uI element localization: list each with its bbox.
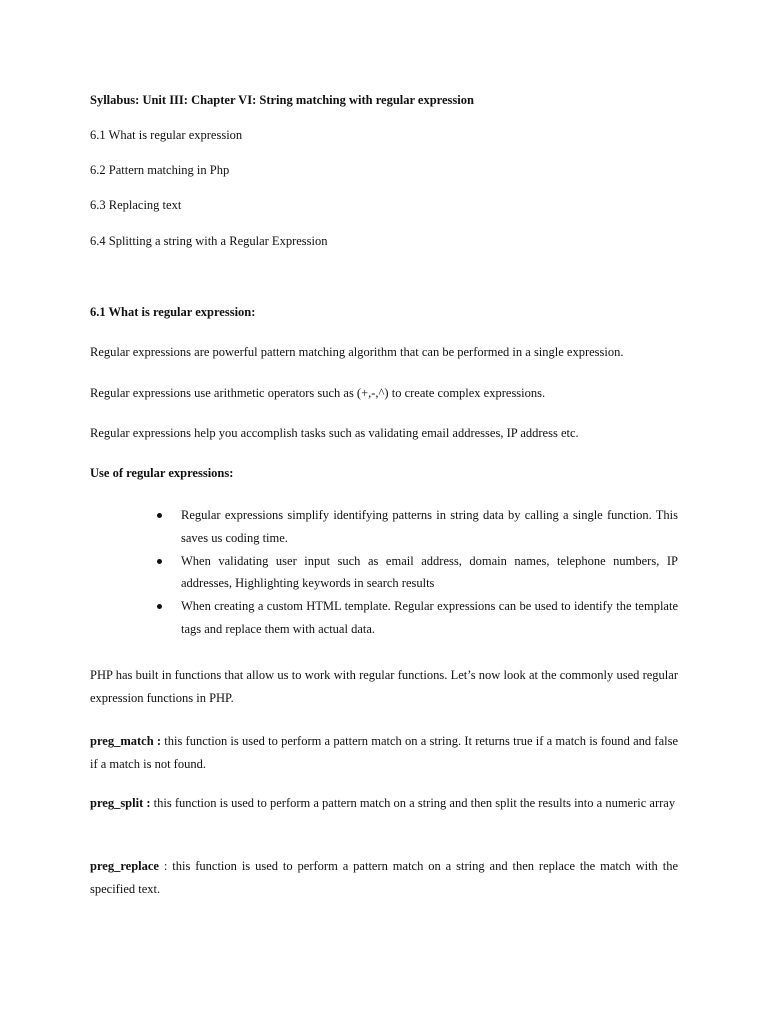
function-text: this function is used to perform a pattern match on a string. It returns true if a match is found and false if a match is not found. <box>90 734 679 771</box>
function-text: : this function is used to perform a pattern match on a string and then replace the match with the specified text. <box>90 859 678 896</box>
bullet-icon <box>157 604 162 609</box>
function-name: preg_replace <box>90 859 159 873</box>
syllabus-item: 6.4 Splitting a string with a Regular Expression <box>90 234 328 248</box>
uses-heading: Use of regular expressions: <box>90 466 234 480</box>
paragraph: Regular expressions are powerful pattern matching algorithm that can be performed in a single expression. <box>90 345 624 359</box>
paragraph: Regular expressions help you accomplish tasks such as validating email addresses, IP address etc. <box>90 426 579 440</box>
syllabus-item: 6.3 Replacing text <box>90 198 182 212</box>
list-item-text: When creating a custom HTML template. Regular expressions can be used to identify the template tags and replace them with actual data. <box>181 599 678 636</box>
list-item <box>157 504 678 549</box>
bullet-icon <box>157 559 162 564</box>
section-heading: 6.1 What is regular expression: <box>90 305 256 319</box>
syllabus-item: 6.1 What is regular expression <box>90 128 243 142</box>
list-item-text: Regular expressions simplify identifying patterns in string data by calling a single function. This saves us coding time. <box>181 508 678 545</box>
syllabus-item: 6.2 Pattern matching in Php <box>90 163 230 177</box>
list-item <box>157 595 678 640</box>
function-description-preg-split <box>90 792 678 815</box>
php-intro-paragraph: PHP has built in functions that allow us to work with regular functions. Let’s now look at the commonly used regular expression functions in PHP. <box>90 668 678 705</box>
list-item <box>157 550 678 595</box>
bullet-icon <box>157 513 162 518</box>
syllabus-title: Syllabus: Unit III: Chapter VI: String matching with regular expression <box>90 93 474 107</box>
list-item-text: When validating user input such as email address, domain names, telephone numbers, IP addresses, Highlighting keywords in search results <box>181 553 678 590</box>
paragraph: Regular expressions use arithmetic operators such as (+,-,^) to create complex expressions. <box>90 386 546 400</box>
function-name: preg_split : <box>90 796 151 810</box>
bullet-list <box>157 504 678 641</box>
function-description-preg-match <box>90 730 678 775</box>
function-name: preg_match : <box>90 734 162 748</box>
function-text: this function is used to perform a pattern match on a string and then split the results into a numeric array <box>150 796 676 810</box>
function-description-preg-replace <box>90 855 678 900</box>
